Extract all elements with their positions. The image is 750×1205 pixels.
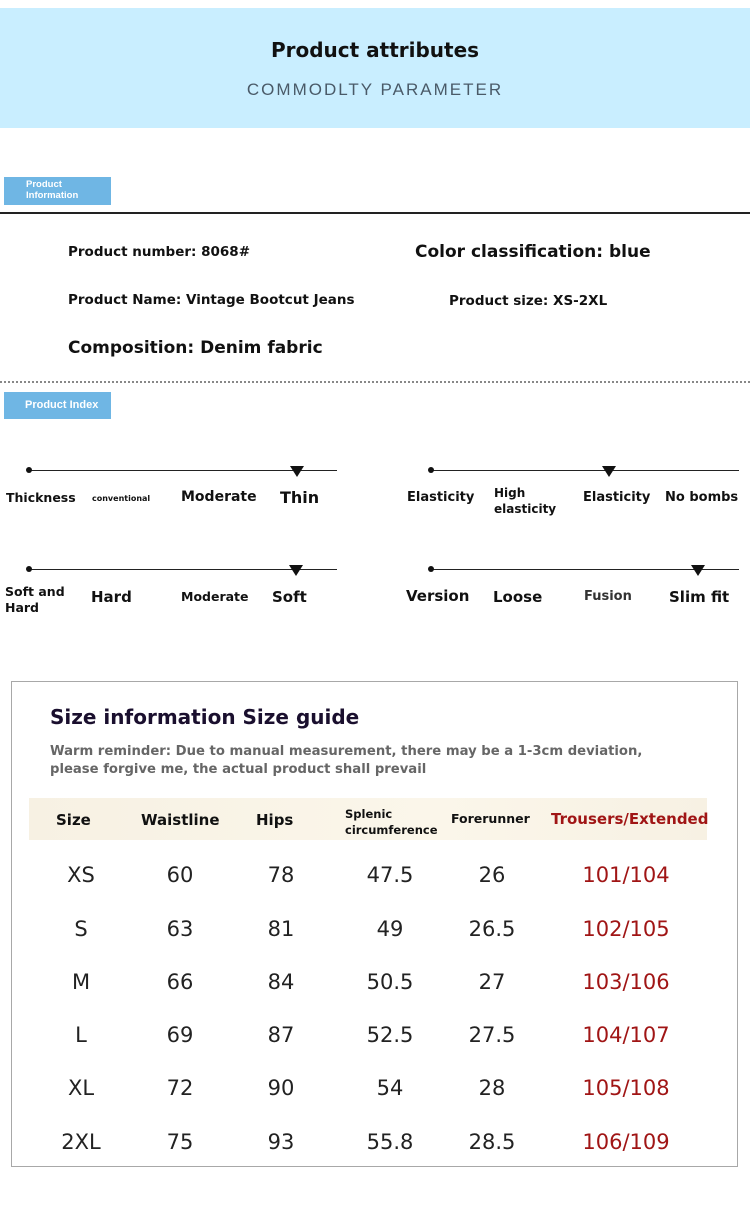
cell-size: XS — [67, 863, 95, 887]
elasticity-option-high: High elasticity — [494, 486, 557, 516]
header-hips: Hips — [256, 811, 294, 829]
cell-size: S — [74, 917, 88, 941]
cell-waistline: 69 — [166, 1023, 194, 1047]
cell-splenic: 47.5 — [366, 863, 414, 887]
cell-splenic: 55.8 — [366, 1130, 414, 1154]
thickness-scale-start-dot — [26, 467, 32, 473]
version-selected-marker — [691, 565, 705, 576]
header-forerunner: Forerunner — [451, 811, 530, 826]
reminder-line-1: Warm reminder: Due to manual measurement, there may be a 1-3cm deviation, — [50, 744, 643, 759]
elasticity-scale-start-dot — [428, 467, 434, 473]
cell-splenic: 49 — [376, 917, 404, 941]
cell-size: 2XL — [61, 1130, 101, 1154]
cell-hips: 78 — [267, 863, 295, 887]
header-waistline: Waistline — [141, 811, 220, 829]
cell-hips: 93 — [267, 1130, 295, 1154]
cell-splenic: 52.5 — [366, 1023, 414, 1047]
cell-forerunner: 26 — [478, 863, 506, 887]
thickness-option-conventional: conventional — [92, 494, 151, 503]
composition: Composition: Denim fabric — [68, 338, 323, 358]
cell-hips: 90 — [267, 1076, 295, 1100]
section-divider — [0, 212, 750, 214]
cell-waistline: 60 — [166, 863, 194, 887]
cell-forerunner: 28 — [478, 1076, 506, 1100]
color-classification: Color classification: blue — [415, 242, 651, 262]
product-index-tag: Product Index — [4, 392, 111, 419]
page-subtitle: COMMODLTY PARAMETER — [246, 80, 504, 99]
softness-scale-start-dot — [26, 566, 32, 572]
cell-size: L — [75, 1023, 87, 1047]
cell-hips: 84 — [267, 970, 295, 994]
cell-splenic: 54 — [376, 1076, 404, 1100]
cell-hips: 87 — [267, 1023, 295, 1047]
cell-forerunner: 26.5 — [468, 917, 516, 941]
size-guide-title: Size information Size guide — [50, 705, 360, 729]
header-splenic-circumference: Splenic circumference — [345, 807, 438, 837]
product-number: Product number: 8068# — [68, 244, 251, 260]
tag-line-1: Product — [26, 179, 62, 190]
cell-trousers-extended: 101/104 — [582, 863, 670, 887]
version-label: Version — [406, 587, 470, 605]
thickness-selected-marker — [290, 466, 304, 477]
cell-size: M — [71, 970, 91, 994]
cell-trousers-extended: 105/108 — [582, 1076, 670, 1100]
header-trousers-extended: Trousers/Extended — [551, 810, 709, 828]
product-information-tag — [4, 177, 111, 205]
cell-waistline: 75 — [166, 1130, 194, 1154]
elasticity-selected-marker — [602, 466, 616, 477]
version-scale-start-dot — [428, 566, 434, 572]
page-title: Product attributes — [270, 38, 480, 62]
cell-forerunner: 27 — [478, 970, 506, 994]
cell-trousers-extended: 104/107 — [582, 1023, 670, 1047]
cell-waistline: 66 — [166, 970, 194, 994]
cell-size: XL — [67, 1076, 95, 1100]
softness-option-hard: Hard — [91, 588, 132, 606]
softness-option-soft: Soft — [272, 588, 307, 606]
dotted-divider — [0, 381, 750, 383]
softness-label: Soft and Hard — [5, 584, 65, 615]
version-option-slim-fit: Slim fit — [669, 588, 730, 606]
cell-waistline: 72 — [166, 1076, 194, 1100]
cell-hips: 81 — [267, 917, 295, 941]
elasticity-option-no-bombs: No bombs — [665, 490, 739, 505]
cell-trousers-extended: 106/109 — [582, 1130, 670, 1154]
thickness-option-thin: Thin — [280, 488, 320, 507]
header-size: Size — [56, 811, 91, 829]
cell-trousers-extended: 102/105 — [582, 917, 670, 941]
product-name: Product Name: Vintage Bootcut Jeans — [68, 292, 355, 308]
thickness-label: Thickness — [6, 490, 76, 505]
elasticity-option-elasticity: Elasticity — [583, 490, 651, 505]
cell-waistline: 63 — [166, 917, 194, 941]
tag-line-2: Information — [26, 190, 79, 201]
version-option-fusion: Fusion — [584, 589, 632, 604]
thickness-option-moderate: Moderate — [181, 489, 257, 505]
softness-option-moderate: Moderate — [181, 589, 249, 604]
cell-trousers-extended: 103/106 — [582, 970, 670, 994]
elasticity-label: Elasticity — [407, 490, 475, 505]
softness-selected-marker — [289, 565, 303, 576]
product-size: Product size: XS-2XL — [449, 293, 608, 309]
version-option-loose: Loose — [493, 588, 543, 606]
cell-forerunner: 27.5 — [468, 1023, 516, 1047]
elasticity-scale-line — [431, 470, 739, 471]
reminder-line-2: please forgive me, the actual product shall prevail — [50, 762, 427, 777]
cell-splenic: 50.5 — [366, 970, 414, 994]
size-guide-reminder — [50, 743, 642, 779]
cell-forerunner: 28.5 — [468, 1130, 516, 1154]
header-banner — [0, 8, 750, 128]
